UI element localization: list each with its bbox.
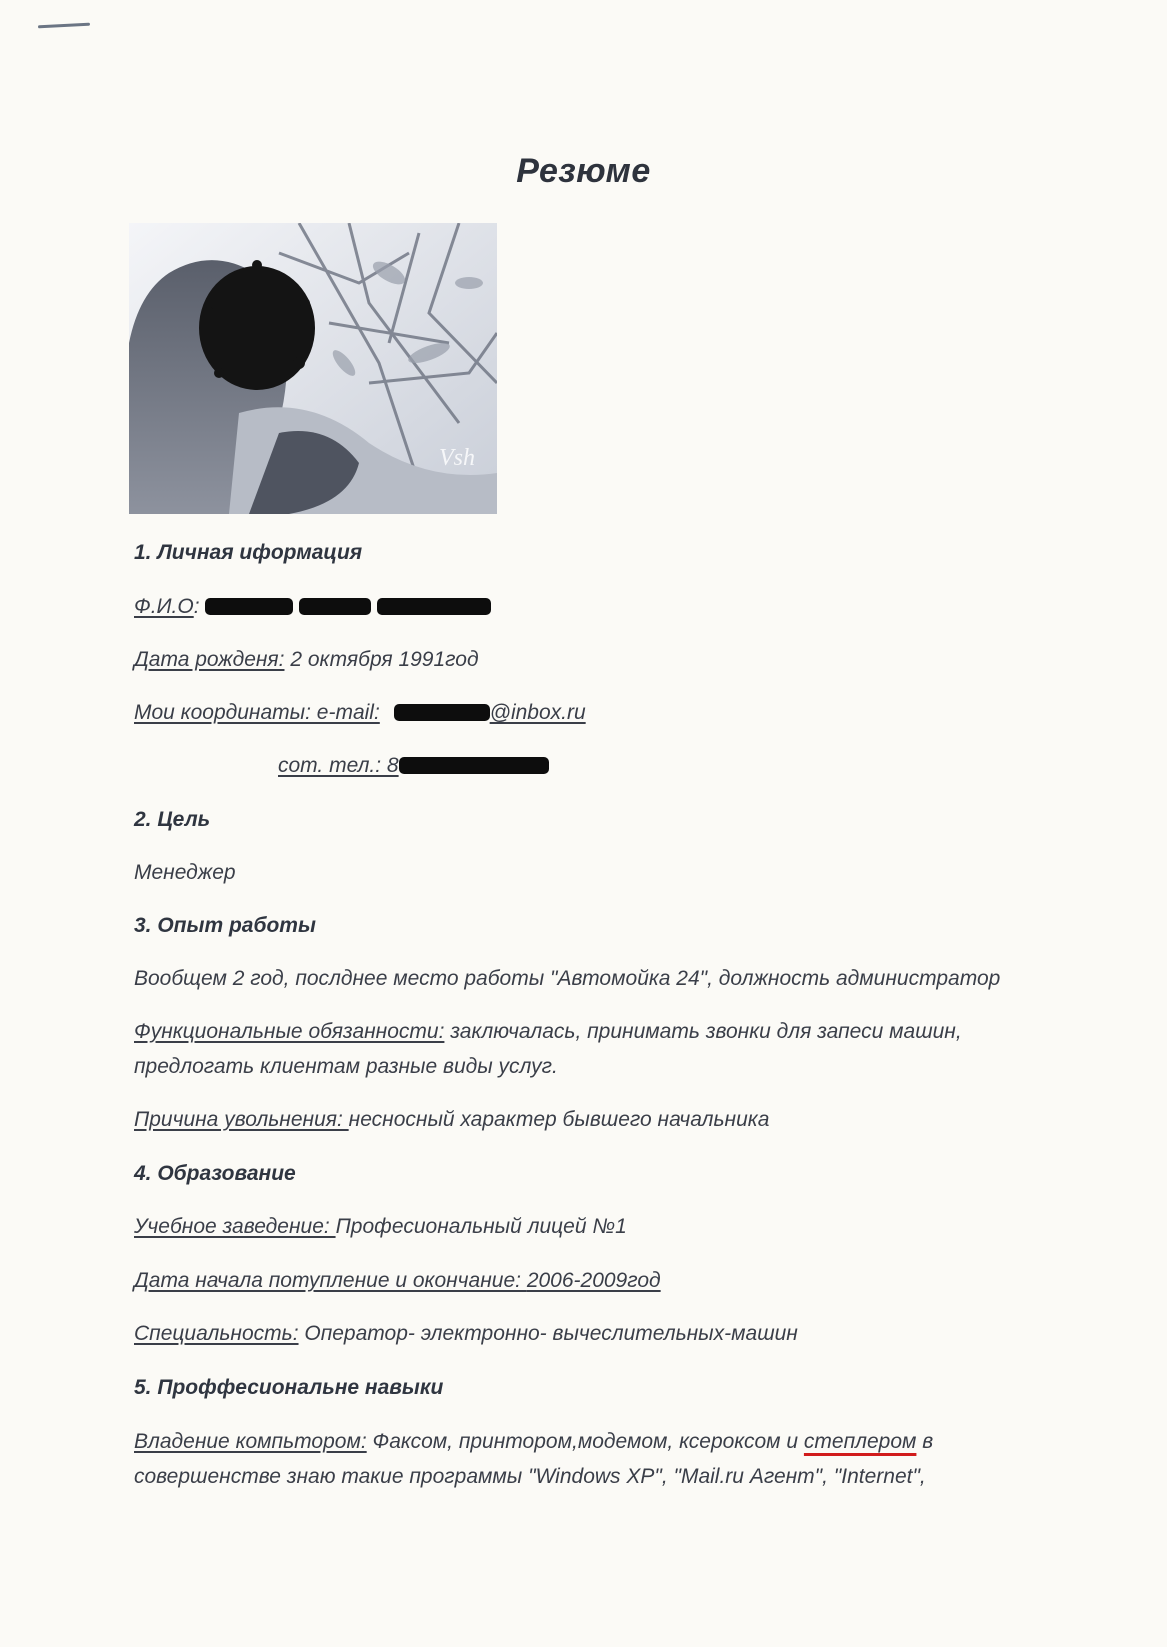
specialty-row — [134, 1321, 798, 1346]
name-row: Ф.И.О: — [134, 594, 491, 619]
section-education-heading: 4. Образование — [134, 1162, 296, 1185]
reason-row — [134, 1107, 769, 1132]
duties-label: Функциональные обязанности: — [134, 1020, 445, 1043]
duties-continuation: предлогать клиентам разные виды услуг. — [134, 1055, 558, 1078]
staple-mark — [38, 23, 90, 29]
computer-skills-value: Факсом, принтором,модемом, ксероксом и — [366, 1430, 804, 1453]
study-dates-label: Дата начала потупление и окончание: — [134, 1269, 527, 1292]
section-experience-heading: 3. Опыт работы — [134, 914, 316, 937]
duties-row — [134, 1019, 962, 1044]
birth-label: Дата рожденя: — [134, 648, 285, 671]
section-skills-heading: 5. Проффесиональне навыки — [134, 1376, 444, 1399]
reason-value: несносный характер бывшего начальника — [348, 1108, 770, 1131]
redaction-mark — [377, 598, 491, 615]
section-personal-heading: 1. Личная иформация — [134, 541, 363, 564]
computer-skills-row: Владение компьтором: Факсом, принтором,модемом, ксероксом и степлером в — [134, 1430, 934, 1453]
name-label: Ф.И.О — [134, 595, 194, 618]
phone-row — [278, 753, 549, 778]
specialty-label: Специальность: — [134, 1322, 299, 1345]
study-dates-row — [134, 1268, 661, 1293]
computer-skills-label: Владение компьтором: — [134, 1430, 367, 1453]
school-row — [134, 1214, 627, 1239]
spellcheck-flagged-word: степлером — [803, 1430, 917, 1453]
page-title: Резюме — [516, 152, 651, 190]
specialty-value: Оператор- электронно- вычеслительных-машин — [298, 1322, 798, 1345]
redaction-mark — [299, 598, 371, 615]
study-dates-value: 2006-2009год — [526, 1269, 661, 1292]
redaction-mark — [205, 598, 293, 615]
email-row — [134, 700, 586, 725]
school-value: Професиональный лицей №1 — [335, 1215, 627, 1238]
profile-photo — [129, 223, 497, 514]
email-suffix: @inbox.ru — [489, 701, 586, 724]
phone-label: сот. тел.: 8 — [278, 754, 399, 777]
birth-row — [134, 647, 479, 672]
duties-value: заключалась, принимать звонки для запеси машин, — [444, 1020, 962, 1043]
contacts-label: Мои координаты: e-mail: — [134, 701, 380, 724]
goal-value: Менеджер — [134, 861, 236, 884]
photo-watermark: Vsh — [439, 445, 475, 471]
redaction-mark — [394, 704, 490, 721]
school-label: Учебное заведение: — [134, 1215, 336, 1238]
computer-skills-continuation: совершенстве знаю такие программы "Windows XP", "Mail.ru Агент", "Internet", — [134, 1465, 926, 1488]
reason-label: Причина увольнения: — [134, 1108, 349, 1131]
experience-summary: Вообщем 2 год, послднее место работы "Автомойка 24", должность администратор — [134, 967, 1001, 990]
redaction-mark — [399, 757, 549, 774]
birth-value: 2 октября 1991год — [284, 648, 479, 671]
section-goal-heading: 2. Цель — [134, 808, 211, 831]
